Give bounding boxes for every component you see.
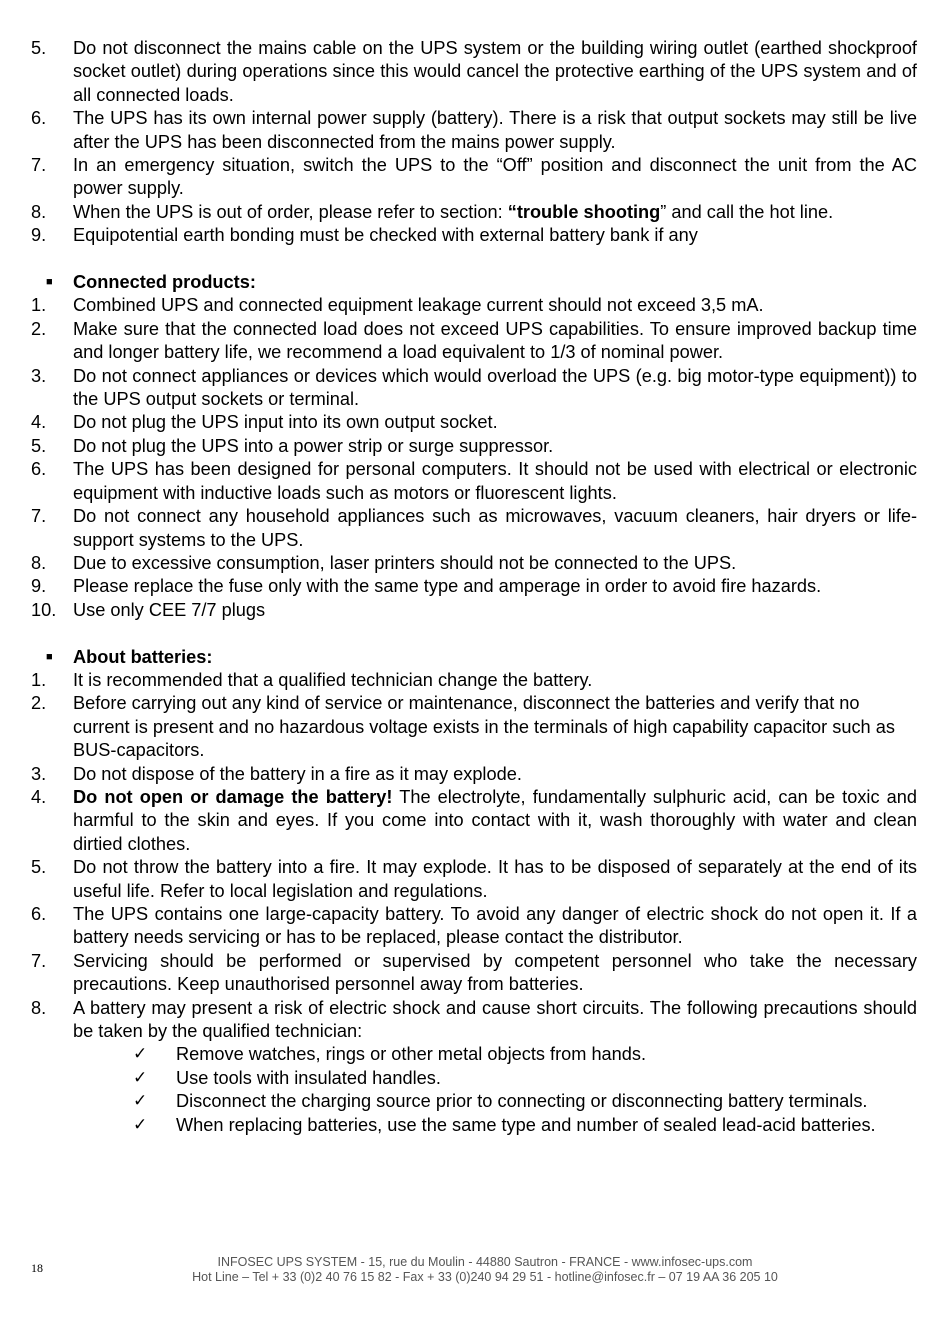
item-number: 2. [31,318,47,339]
item-number: 4. [31,412,47,433]
section-heading-about-batteries [0,646,950,669]
square-bullet-icon: ■ [46,276,53,289]
item-text: Do not dispose of the battery in a fire as it may explode. [73,763,522,784]
item-text-post: ” and call the hot line. [660,201,834,222]
square-bullet-icon: ■ [46,650,53,663]
item-text: Combined UPS and connected equipment leakage current should not exceed 3,5 mA. [73,295,764,316]
list-item [0,669,950,692]
item-number: 4. [31,786,47,807]
list-item [0,505,950,552]
list-item [0,201,950,224]
item-text: Make sure that the connected load does not exceed UPS capabilities. To ensure improved backup time and longer battery life, we recommend a load equivalent to 1/3 of nominal power. [73,318,917,363]
item-text: The UPS has its own internal power supply (battery). There is a risk that output sockets may still be live after the UPS has been disconnected from the mains power supply. [73,108,917,152]
list-item [0,786,950,856]
list-item [0,154,950,201]
item-text [73,786,917,856]
item-number: 5. [31,857,47,878]
item-text: Do not connect any household appliances such as microwaves, vacuum cleaners, hair dryers or life-support systems to the UPS. [73,506,917,550]
precaution-text: When replacing batteries, use the same type and number of sealed lead-acid batteries. [176,1114,876,1135]
item-number: 2. [31,693,47,714]
item-number: 8. [31,552,47,573]
list-item [0,599,950,622]
section-heading-connected-products [0,271,950,294]
item-text: Do not plug the UPS into a power strip or surge suppressor. [73,435,554,456]
list-item [0,856,950,903]
item-text: Do not throw the battery into a fire. It may explode. It has to be disposed of separately at the end of its useful life. Refer to local legislation and regulations. [73,857,917,901]
item-number: 7. [31,950,47,971]
item-number: 5. [31,38,47,58]
precaution-text: Remove watches, rings or other metal objects from hands. [176,1044,647,1065]
item-number: 1. [31,295,47,316]
precaution-item [0,1043,950,1066]
list-item [0,575,950,598]
checkmark-icon: ✓ [133,1114,148,1135]
item-number: 10. [31,599,57,620]
list-item [0,37,950,107]
item-number: 7. [31,506,47,527]
item-text: The UPS has been designed for personal computers. It should not be used with electrical or electronic equipment with inductive loads such as motors or fluorescent lights. [73,459,917,503]
item-text: Please replace the fuse only with the same type and amperage in order to avoid fire hazards. [73,576,822,597]
item-number: 1. [31,669,47,690]
list-item [0,411,950,434]
item-number: 6. [31,904,47,924]
item-text: The UPS contains one large-capacity battery. To avoid any danger of electric shock do not open it. If a battery needs servicing or has to be replaced, please contact the distributor. [73,904,917,948]
footer-address: INFOSEC UPS SYSTEM - 15, rue du Moulin - 44880 Sautron - FRANCE - www.infosec-ups.com [217,1255,753,1269]
section-heading-text: About batteries: [73,646,213,667]
section-heading-text: Connected products: [73,272,256,293]
item-number: 7. [31,155,47,176]
list-item [0,318,950,365]
item-number: 8. [31,997,47,1018]
list-item [0,107,950,154]
list-item [0,763,950,786]
page-footer [0,1255,950,1285]
list-item [0,997,950,1044]
precaution-text: Disconnect the charging source prior to connecting or disconnecting battery terminals. [176,1091,868,1112]
list-item [0,950,950,997]
precaution-item [0,1090,950,1113]
item-text: Do not connect appliances or devices which would overload the UPS (e.g. big motor-type equipment)) to the UPS output sockets or terminal. [73,365,917,410]
list-item [0,435,950,458]
checkmark-icon: ✓ [133,1044,148,1065]
item-number: 6. [31,459,47,480]
list-item [0,903,950,950]
item-text: Use only CEE 7/7 plugs [73,599,266,620]
list-item [0,365,950,412]
item-number: 3. [31,763,47,784]
item-text [73,201,917,224]
item-number: 6. [31,108,47,129]
footer-contact: Hot Line – Tel + 33 (0)2 40 76 15 82 - Fax + 33 (0)240 94 29 51 - hotline@infosec.fr – 07 19 AA 36 205 10 [192,1270,778,1284]
item-text: Equipotential earth bonding must be checked with external battery bank if any [73,225,698,246]
checkmark-icon: ✓ [133,1067,148,1088]
battery-warning: Do not open or damage the battery! [73,786,393,807]
item-text: Due to excessive consumption, laser printers should not be connected to the UPS. [73,552,737,573]
spacer [0,248,950,271]
precaution-item [0,1067,950,1090]
item-number: 9. [31,225,47,246]
item-number: 5. [31,435,47,456]
item-text: A battery may present a risk of electric shock and cause short circuits. The following precautions should be taken by the qualified technician: [73,997,917,1042]
list-item [0,458,950,505]
item-text-post: The electrolyte, fundamentally sulphuric acid, can be toxic and harmful to the skin and eyes. If you come into contact with it, wash thoroughly with water and clean dirtied clothes. [73,786,917,854]
precaution-item [0,1114,950,1137]
precaution-text: Use tools with insulated handles. [176,1067,441,1088]
item-text: Before carrying out any kind of service or maintenance, disconnect the batteries and verify that no current is present and no hazardous voltage exists in the terminals of high capability capacitor such as BUS-capacitors. [73,693,895,761]
page-content [0,37,950,1137]
item-text: In an emergency situation, switch the UPS to the “Off” position and disconnect the unit from the AC power supply. [73,155,917,199]
item-text: Do not plug the UPS input into its own output socket. [73,412,498,433]
item-number: 9. [31,576,47,597]
list-item [0,552,950,575]
list-item [0,224,950,247]
page-number: 18 [31,1261,43,1275]
trouble-shooting-reference: “trouble shooting [507,201,661,222]
list-item [0,692,950,762]
list-item [0,294,950,317]
item-text: It is recommended that a qualified technician change the battery. [73,669,593,690]
item-text: Do not disconnect the mains cable on the UPS system or the building wiring outlet (earthed shockproof socket outlet) during operations since this would cancel the protective earthing of the UPS system and of all connected loads. [73,38,917,105]
item-text-pre: When the UPS is out of order, please refer to section: [73,201,508,222]
item-number: 8. [31,201,47,222]
item-number: 3. [31,365,47,386]
item-text: Servicing should be performed or supervised by competent personnel who take the necessary precautions. Keep unauthorised personnel away from batteries. [73,950,917,995]
checkmark-icon: ✓ [133,1091,148,1112]
spacer [0,622,950,645]
